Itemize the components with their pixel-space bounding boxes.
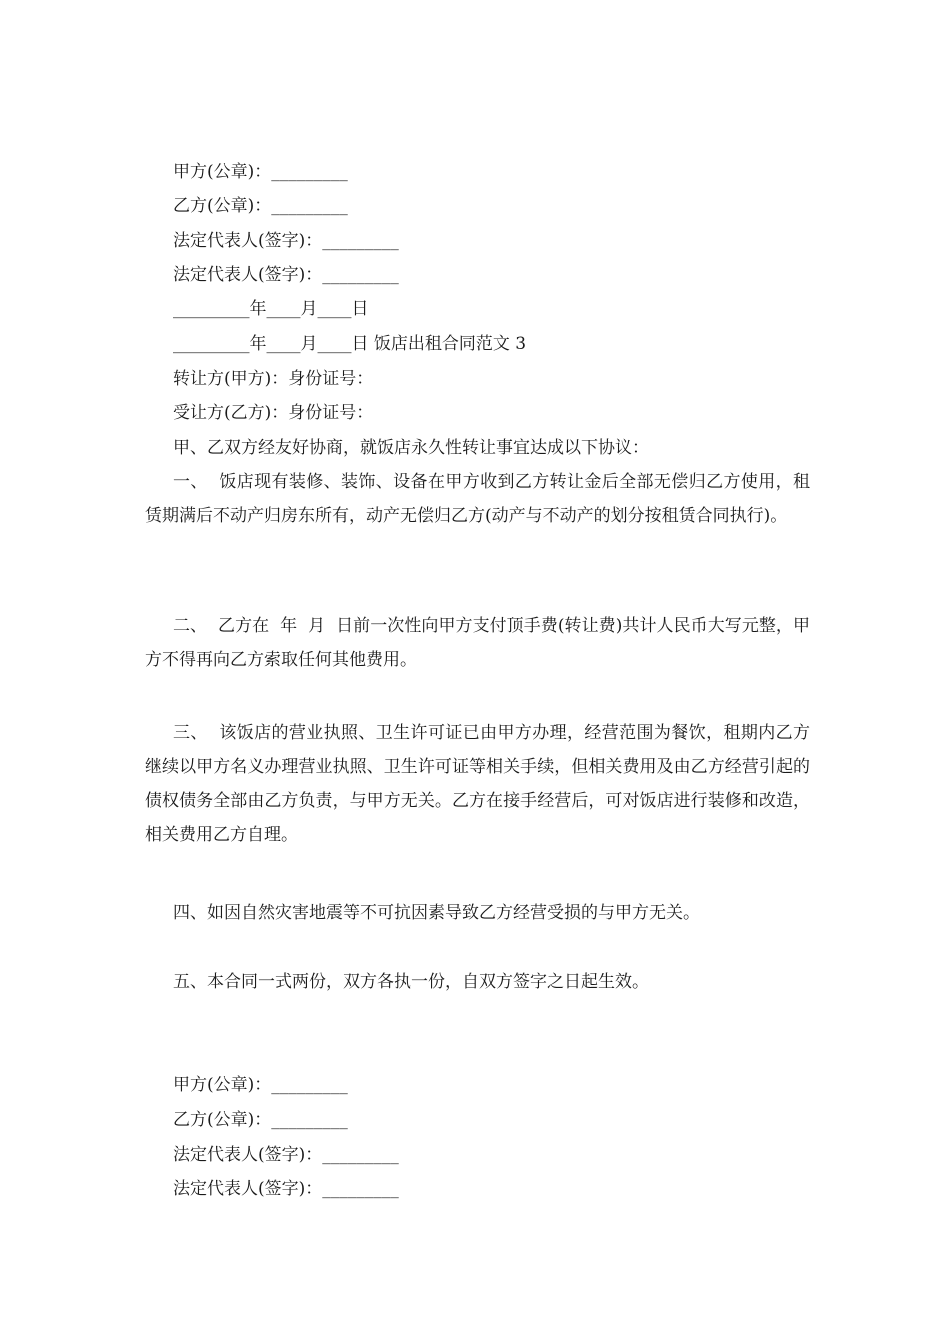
clause-text: 三、 该饭店的营业执照、卫生许可证已由甲方办理，经营范围为餐饮，租期内乙方继续以甲方名义办理营业执照、卫生许可证等相关手续，但相关费用及由乙方经营引起的债权债务全部由乙方负责，与甲方无关。乙方在接手经营后，可对饭店进行装修和改造，相关费用乙方自理。 — [145, 723, 810, 845]
legal-rep-signature-line: 法定代表人(签字)：_________ — [173, 1145, 399, 1165]
legal-rep-signature-line: 法定代表人(签字)：_________ — [173, 231, 399, 251]
date-title-line: _________年____月____日 饭店出租合同范文 3 — [173, 334, 527, 354]
clause-2 — [145, 609, 810, 677]
date-line: _________年____月____日 — [173, 299, 369, 319]
clause-1 — [145, 465, 810, 533]
party-a-seal-line: 甲方(公章)：_________ — [173, 162, 348, 182]
clause-4: 四、如因自然灾害地震等不可抗因素导致乙方经营受损的与甲方无关。 — [173, 903, 700, 923]
clause-text: 一、 饭店现有装修、装饰、设备在甲方收到乙方转让金后全部无偿归乙方使用，租赁期满后不动产归房东所有，动产无偿归乙方(动产与不动产的划分按租赁合同执行)。 — [145, 472, 810, 526]
transferor-line: 转让方(甲方)：身份证号： — [173, 369, 374, 389]
legal-rep-signature-line: 法定代表人(签字)：_________ — [173, 265, 399, 285]
legal-rep-signature-line: 法定代表人(签字)：_________ — [173, 1179, 399, 1199]
party-a-seal-line: 甲方(公章)：_________ — [173, 1075, 348, 1095]
agreement-intro: 甲、乙双方经友好协商，就饭店永久性转让事宜达成以下协议： — [173, 438, 649, 458]
party-b-seal-line: 乙方(公章)：_________ — [173, 196, 348, 216]
clause-5: 五、本合同一式两份，双方各执一份，自双方签字之日起生效。 — [173, 972, 649, 992]
transferee-line: 受让方(乙方)：身份证号： — [173, 403, 374, 423]
clause-3 — [145, 716, 810, 852]
party-b-seal-line: 乙方(公章)：_________ — [173, 1110, 348, 1130]
clause-text: 二、 乙方在 年 月 日前一次性向甲方支付顶手费(转让费)共计人民币大写元整，甲方不得再向乙方索取任何其他费用。 — [145, 616, 810, 670]
